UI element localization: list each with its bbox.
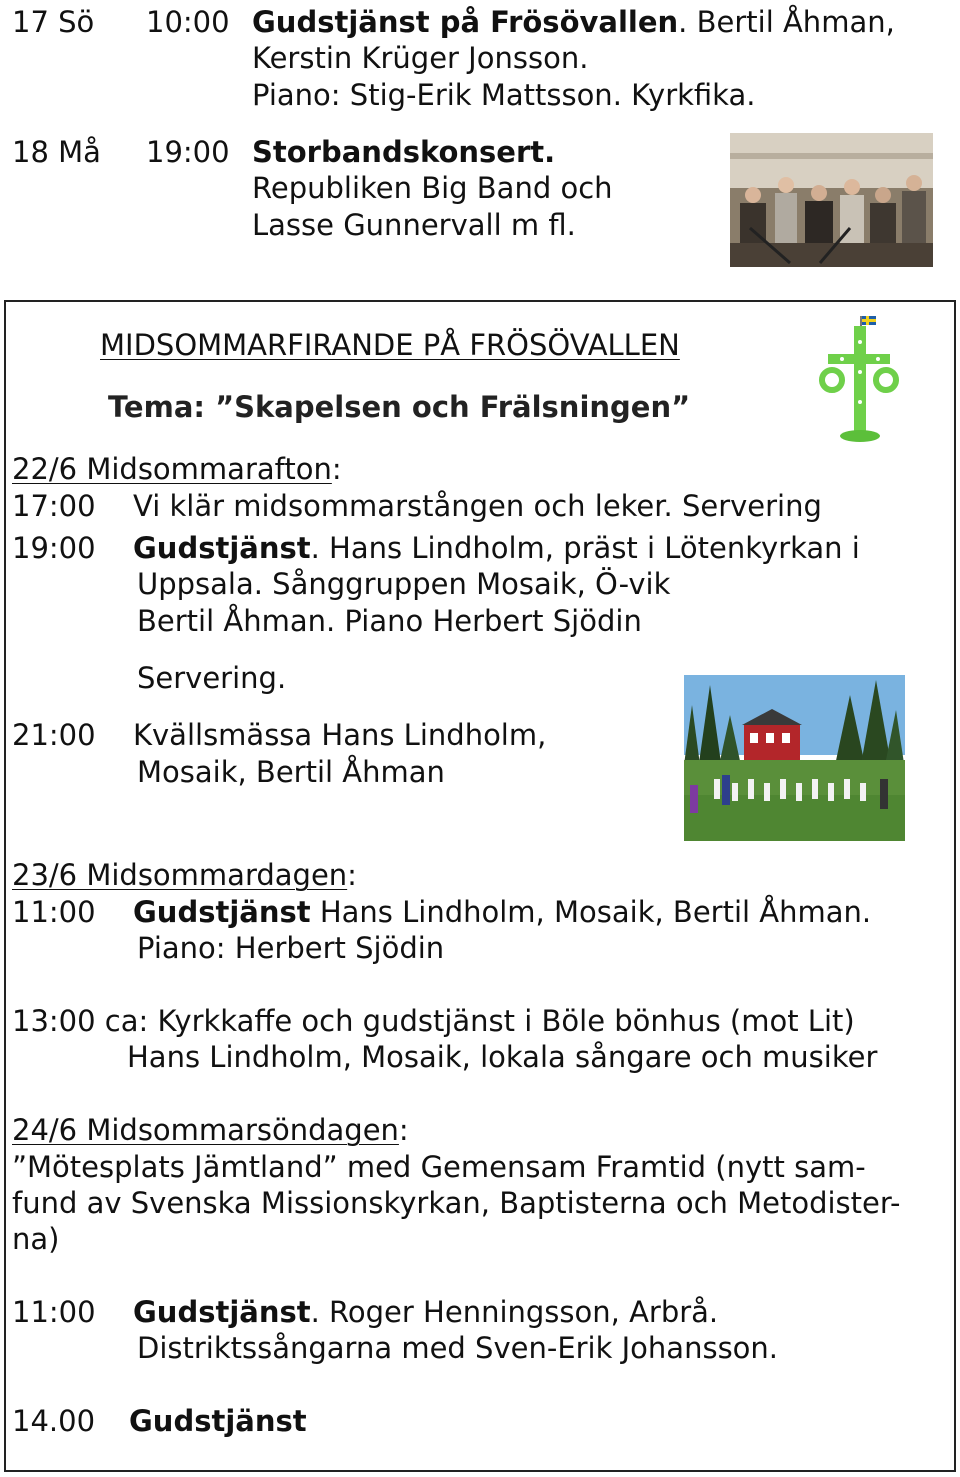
event-17-rest: . Bertil Åhman, [678,5,895,39]
event-18-line3: Lasse Gunnervall m fl. [252,208,576,242]
event-17-line1 [252,4,895,40]
paragraph-24-line3: na) [12,1222,60,1256]
paragraph-24-line1: ”Mötesplats Jämtland” med Gemensam Framtid (nytt sam- [12,1150,866,1184]
item-24-1400-bold: Gudstjänst [129,1404,307,1438]
event-18-line2: Republiken Big Band och [252,171,613,205]
item-24-1100-bold: Gudstjänst [133,1295,311,1329]
date-22-6 [12,451,342,487]
item-22-1900-line2: Uppsala. Sånggruppen Mosaik, Ö-vik [137,567,671,601]
time-22-1900: 19:00 [12,531,96,565]
event-time-18: 19:00 [146,135,230,169]
big-band-photo [730,133,933,267]
item-22-1900-line3: Bertil Åhman. Piano Herbert Sjödin [137,604,642,638]
item-22-1700: Vi klär midsommarstången och leker. Servering [133,489,822,523]
item-23-1100-bold: Gudstjänst [133,895,311,929]
item-23-1300-line2: Hans Lindholm, Mosaik, lokala sångare och musiker [127,1040,878,1074]
item-23-1100 [133,894,871,930]
event-18-title [252,134,555,170]
time-24-1400: 14.00 [12,1404,96,1438]
time-22-2100: 21:00 [12,718,96,752]
box-heading: MIDSOMMARFIRANDE PÅ FRÖSÖVALLEN [100,328,680,362]
item-24-1400 [129,1403,307,1439]
date-23-6-label: 23/6 Midsommardagen [12,858,348,892]
event-18-title-text: Storbandskonsert. [252,135,556,169]
item-22-1900-bold: Gudstjänst [133,531,311,565]
item-24-1100 [133,1294,718,1330]
item-22-1900-line4: Servering. [137,661,287,695]
date-22-6-colon: : [331,452,342,486]
event-time-17: 10:00 [146,5,230,39]
item-22-2100: Kvällsmässa Hans Lindholm, [133,718,547,752]
event-day-17: 17 Sö [12,5,95,39]
date-22-6-label: 22/6 Midsommarafton [12,452,332,486]
event-17-title: Gudstjänst på Frösövallen [252,5,679,39]
item-23-1100-line2: Piano: Herbert Sjödin [137,931,445,965]
event-day-18: 18 Må [12,135,101,169]
item-24-1100-line2: Distriktssångarna med Sven-Erik Johansson. [137,1331,779,1365]
item-22-2100-line2: Mosaik, Bertil Åhman [137,755,445,789]
time-24-1100: 11:00 [12,1295,96,1329]
maypole-icon [818,312,900,444]
item-22-1900 [133,530,860,566]
date-23-6 [12,857,357,893]
time-22-1700: 17:00 [12,489,96,523]
date-24-6-label: 24/6 Midsommarsöndagen [12,1113,399,1147]
date-24-6 [12,1112,409,1148]
box-theme: Tema: ”Skapelsen och Frälsningen” [108,390,691,424]
item-22-1900-rest: . Hans Lindholm, präst i Lötenkyrkan i [310,531,860,565]
event-17-line2: Kerstin Krüger Jonsson. [252,41,589,75]
item-24-1100-rest: . Roger Henningsson, Arbrå. [310,1295,719,1329]
date-23-6-colon: : [347,858,357,892]
date-24-6-colon: : [398,1113,409,1147]
item-23-1100-rest: Hans Lindholm, Mosaik, Bertil Åhman. [310,895,872,929]
paragraph-24-line2: fund av Svenska Missionskyrkan, Baptisterna och Metodister- [12,1186,901,1220]
item-23-1300: 13:00 ca: Kyrkkaffe och gudstjänst i Böle bönhus (mot Lit) [12,1004,855,1038]
event-17-line3: Piano: Stig-Erik Mattsson. Kyrkfika. [252,78,756,112]
frosovallen-photo [684,675,905,841]
time-23-1100: 11:00 [12,895,96,929]
